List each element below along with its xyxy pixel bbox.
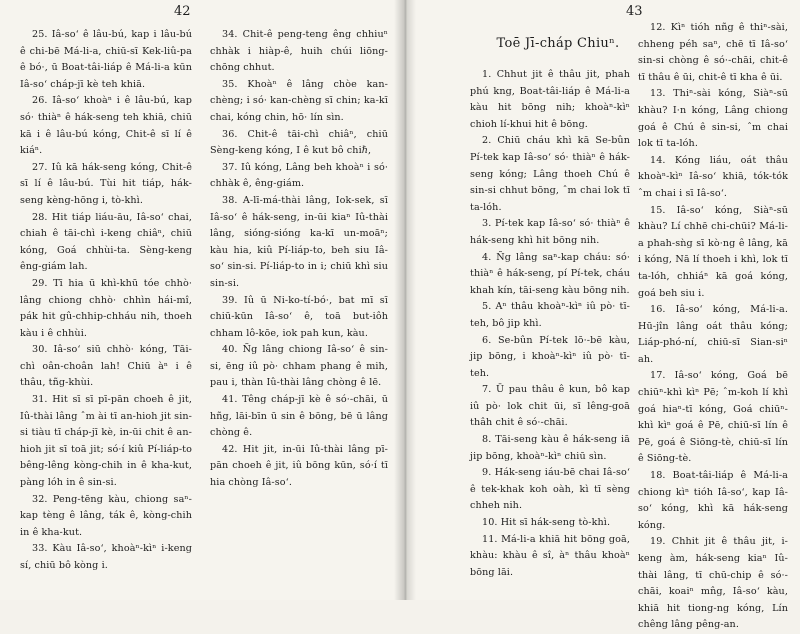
left-page [0, 0, 404, 600]
book-gutter [394, 0, 416, 600]
right-page [404, 0, 800, 631]
verse-paragraph: 16. Iâ-soʻ kóng, Má-li-a. Hū-jîn lâng oát thâu kóng; Liáp-phó-ní, chiū-sī Sian-siⁿ ah. [638, 304, 788, 365]
verse-paragraph: 19. Chhit jit ê thâu jit, i-keng àm, hák-seng kiaⁿ Iû-thài lâng, tī chū-chip ê só·-chāi, koaiⁿ mn̂g, Iâ-soʻ kàu, khiā hit tiong-ng kóng, Lín chêng lâng pêng-an. [638, 536, 788, 631]
right-column-2 [638, 20, 788, 634]
verse-paragraph: 2. Chiū cháu khì kā Se-bûn Pí-tek kap Iâ-soʻ só· thiàⁿ ê hák-seng kóng; Lâng thoeh Chú ê sin-si chhut bōng, ˆm chai lok tī ta-lóh. [470, 135, 630, 213]
verse-paragraph: 5. Aⁿ thâu khoàⁿ-kìⁿ iû pò· tī-teh, bô jip khì. [470, 301, 630, 329]
page-number: 43 [626, 4, 643, 19]
verse-paragraph: 40. Ñg lâng chiong Iâ-soʻ ê sin-si, ēng iû pò· chham phang ê mih, pau i, thàn Iû-thài lâng chòng ê lē. [210, 344, 388, 389]
verse-paragraph: 33. Kàu Iâ-soʻ, khoàⁿ-kìⁿ i-keng sí, chiū bô kòng i. [20, 543, 192, 571]
page-number: 42 [174, 4, 191, 19]
verse-paragraph: 8. Tāi-seng kàu ê hák-seng iā jip bōng, khoàⁿ-kìⁿ chiū sìn. [470, 434, 630, 462]
verse-paragraph: 1. Chhut jit ê thâu jit, phah phú kng, Boat-tâi-liáp ê Má-li-a kàu hit bōng nih; khoàⁿ-kìⁿ chioh lí-khui hit ê bōng. [470, 69, 630, 130]
verse-paragraph: 42. Hit jit, in-ūi Iû-thài lâng pī-pān choeh ê jit, iû bōng kūn, só·í tī hia chòng Iâ-soʻ. [210, 443, 388, 489]
verse-paragraph: 30. Iâ-soʻ siū chhò· kóng, Tāi-chì oân-choân lah! Chiū àⁿ i ê thâu, tñg-khùi. [20, 344, 192, 389]
left-column-2 [210, 27, 388, 492]
verse-paragraph: 18. Boat-tâi-liáp ê Má-li-a chiong kìⁿ tióh Iâ-soʻ, kap Iâ-soʻ kóng, khì kā hák-seng kóng. [638, 470, 788, 531]
verse-paragraph: 17. Iâ-soʻ kóng, Goá bē chiūⁿ-khì kìⁿ Pē; ˆm-koh lí khì goá hiaⁿ-tī kóng, Goá chiūⁿ-khì kìⁿ goá ê Pē, chiū-sī lín ê Pē, goá ê Siōng-tè, chiū-sī lín ê Siōng-tè. [638, 370, 788, 465]
right-column-1 [470, 67, 630, 581]
verse-paragraph: 6. Se-bûn Pí-tek lō·-bē kàu, jip bōng, i khoàⁿ-kìⁿ iû pò· tī-teh. [470, 334, 630, 379]
verse-paragraph: 41. Têng cháp-jī kè ê só·-chāi, ū hñg, lāi-bīn ū sin ê bōng, bē ū lâng chòng ê. [210, 394, 388, 439]
verse-paragraph: 9. Hák-seng iáu-bē chai Iâ-soʻ ê tek-khak koh oàh, kì tī sèng chheh nih. [470, 467, 630, 512]
verse-paragraph: 14. Kóng liáu, oát thâu khoàⁿ-kìⁿ Iâ-soʻ khiā, tók-tók ˆm chai i sī Iâ-soʻ. [638, 154, 788, 199]
chapter-title: Toē Jī-cháp Chiuⁿ. [496, 36, 620, 51]
verse-paragraph: 12. Kìⁿ tióh nñg ê thiⁿ-sài, chheng péh saⁿ, chē tī Iâ-soʻ sin-si chòng ê só·-chāi, chit-ê tī thâu ê ūi, chit-ê tī kha ê ūi. [638, 22, 788, 83]
verse-paragraph: 37. Iû kóng, Lâng beh khoàⁿ i só· chhàk ê, êng-giám. [210, 161, 388, 190]
verse-paragraph: 11. Má-li-a khiā hit bōng goā, khàu: khàu ê sî, àⁿ thâu khoàⁿ bōng lāi. [470, 533, 630, 578]
verse-paragraph: 38. A-lī-má-thài lâng, Iok-sek, sī Iâ-soʻ ê hák-seng, in-ūi kiaⁿ Iû-thài lâng, sióng-sióng ka-kī un-moāⁿ; kàu hia, kiû Pí-liáp-to, beh siu Iâ-soʻ sin-si. Pí-liáp-to in i; chiū khì siu sin-si. [210, 194, 388, 289]
verse-paragraph: 31. Hit sī sī pī-pān choeh ê jit, Iû-thài lâng ˆm ài tī an-hioh jit sin-si tiàu tī cháp-jī kè, in-ūi chit ê an-hioh jit sī toā jit; só·í kiû Pí-liáp-to bêng-lêng kòng-chih in ê kha-kut, pàng lóh in ê sin-si. [20, 394, 192, 489]
verse-paragraph: 25. Iâ-soʻ ê lâu-bú, kap i lâu-bú ê chi-bē Má-li-a, chiū-sī Kek-liû-pa ê bó·, ū Boat-tâi-liáp ê Má-li-a kūn Iâ-soʻ cháp-jī kè teh khiā. [20, 29, 192, 90]
verse-paragraph: 26. Iâ-soʻ khoàⁿ i ê lâu-bú, kap só· thiàⁿ ê hák-seng teh khiā, chiū kā i ê lâu-bú kóng, Chit-ê sī lí ê kiáⁿ. [20, 95, 192, 157]
verse-paragraph: 13. Thiⁿ-sài kóng, Siàⁿ-sū khàu? I·n kóng, Lâng chiong goá ê Chú ê sin-si, ˆm chai lok tī ta-lóh. [638, 88, 788, 150]
verse-paragraph: 4. Ñg lâng saⁿ-kap cháu: só· thiàⁿ ê hák-seng, pí Pí-tek, cháu khah kín, tāi-seng kàu bōng nih. [470, 251, 630, 296]
verse-paragraph: 39. Iû ū Ni-ko-tí-bó·, bat mī sī chiū-kūn Iâ-soʻ ê, toā but-iôh chham lô-kōe, iok pah kun, kàu. [210, 294, 388, 339]
verse-paragraph: 15. Iâ-soʻ kóng, Siàⁿ-sū khàu? Lí chhē chi-chūi? Má-li-a phah-sǹg sī kò·ng ê lâng, kā i kóng, Nā lí thoeh i khì, lok tī ta-lóh, chhiáⁿ kā goá kóng, goá beh siu i. [638, 204, 788, 299]
verse-paragraph: 28. Hit tiáp liáu-āu, Iâ-soʻ chai, chiah ê tāi-chì i-keng chiâⁿ, chiū kóng, Goá chhùi-ta. Sèng-keng êng-giám lah. [20, 211, 192, 273]
verse-paragraph: 10. Hit sī hák-seng tò-khì. [482, 517, 611, 529]
verse-paragraph: 32. Peng-tēng kàu, chiong saⁿ-kap tèng ê lâng, ták ê, kòng-chih in ê kha-kut. [20, 493, 192, 538]
verse-paragraph: 29. Tī hia ū khì-khū tóe chhò· lâng chiong chhò· chhìn hái-mî, pák hit gû-chhip-chháu nih, thoeh kàu i ê chhùi. [20, 277, 192, 339]
verse-paragraph: 34. Chit-ê peng-teng êng chhiuⁿ chhàk i hiàp-ê, huih chúi liōng-chōng chhut. [210, 29, 388, 74]
verse-paragraph: 35. Khoàⁿ ê lâng chòe kan-chèng; i só· kan-chèng sī chin; ka-kī chai, kóng chin, hō· lín sìn. [210, 78, 388, 123]
verse-paragraph: 36. Chit-ê tāi-chì chiâⁿ, chiū Sèng-keng kóng, I ê kut bô chiℏ, [210, 128, 388, 157]
left-column-1 [20, 27, 192, 575]
verse-paragraph: 27. Iû kā hák-seng kóng, Chit-ê sī lí ê lâu-bú. Tùi hit tiáp, hák-seng kèng-hōng i, tò-khì. [20, 161, 192, 206]
verse-paragraph: 7. Ū pau thâu ê kun, bô kap iû pò· lok chit ūi, sī lêng-goā thâh chit ê só·-chāi. [470, 384, 630, 429]
verse-paragraph: 3. Pí-tek kap Iâ-soʻ só· thiàⁿ ê hák-seng khì hit bōng nih. [470, 218, 630, 246]
